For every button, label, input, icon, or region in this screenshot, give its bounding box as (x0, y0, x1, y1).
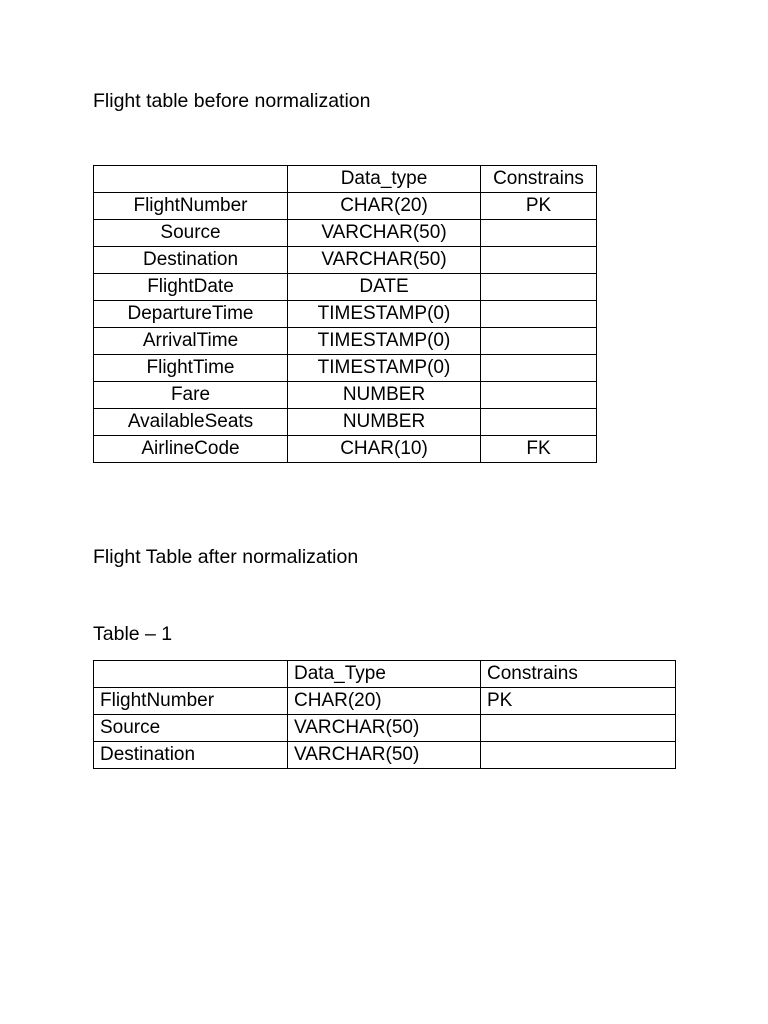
table-header-row (94, 661, 676, 688)
data-type-cell: TIMESTAMP(0) (288, 301, 481, 328)
constraint-cell: PK (481, 688, 676, 715)
header-cell-constraints: Constrains (481, 166, 597, 193)
table-1-label: Table – 1 (93, 623, 173, 645)
data-type-cell: CHAR(10) (288, 436, 481, 463)
field-name-cell: Destination (94, 247, 288, 274)
field-name-cell: Fare (94, 382, 288, 409)
data-type-cell: VARCHAR(50) (288, 742, 481, 769)
table-row (94, 409, 597, 436)
table-row (94, 301, 597, 328)
after-normalization-heading: Flight Table after normalization (93, 546, 359, 568)
field-name-cell: Source (94, 715, 288, 742)
table-row (94, 220, 597, 247)
constraint-cell (481, 274, 597, 301)
data-type-cell: DATE (288, 274, 481, 301)
table-row (94, 436, 597, 463)
table-header-row (94, 166, 597, 193)
header-cell-name (94, 661, 288, 688)
table-row (94, 715, 676, 742)
field-name-cell: ArrivalTime (94, 328, 288, 355)
header-cell-constraints: Constrains (481, 661, 676, 688)
table-row (94, 355, 597, 382)
field-name-cell: FlightNumber (94, 193, 288, 220)
constraint-cell (481, 247, 597, 274)
field-name-cell: FlightNumber (94, 688, 288, 715)
constraint-cell: PK (481, 193, 597, 220)
field-name-cell: AvailableSeats (94, 409, 288, 436)
field-name-cell: Destination (94, 742, 288, 769)
before-normalization-heading: Flight table before normalization (93, 90, 371, 112)
data-type-cell: CHAR(20) (288, 688, 481, 715)
header-cell-data-type: Data_type (288, 166, 481, 193)
data-type-cell: NUMBER (288, 409, 481, 436)
data-type-cell: VARCHAR(50) (288, 715, 481, 742)
constraint-cell (481, 220, 597, 247)
data-type-cell: TIMESTAMP(0) (288, 355, 481, 382)
field-name-cell: FlightDate (94, 274, 288, 301)
field-name-cell: FlightTime (94, 355, 288, 382)
constraint-cell (481, 409, 597, 436)
table-row (94, 247, 597, 274)
data-type-cell: TIMESTAMP(0) (288, 328, 481, 355)
table-row (94, 742, 676, 769)
field-name-cell: AirlineCode (94, 436, 288, 463)
table-row (94, 328, 597, 355)
constraint-cell (481, 715, 676, 742)
data-type-cell: VARCHAR(50) (288, 247, 481, 274)
table-row (94, 382, 597, 409)
field-name-cell: DepartureTime (94, 301, 288, 328)
flight-table-after (93, 660, 676, 769)
header-cell-data-type: Data_Type (288, 661, 481, 688)
field-name-cell: Source (94, 220, 288, 247)
constraint-cell (481, 301, 597, 328)
header-cell-name (94, 166, 288, 193)
constraint-cell (481, 742, 676, 769)
constraint-cell (481, 328, 597, 355)
table-row (94, 193, 597, 220)
table-row (94, 274, 597, 301)
table-row (94, 688, 676, 715)
data-type-cell: CHAR(20) (288, 193, 481, 220)
data-type-cell: VARCHAR(50) (288, 220, 481, 247)
constraint-cell (481, 355, 597, 382)
constraint-cell: FK (481, 436, 597, 463)
constraint-cell (481, 382, 597, 409)
flight-table-before (93, 165, 597, 463)
data-type-cell: NUMBER (288, 382, 481, 409)
